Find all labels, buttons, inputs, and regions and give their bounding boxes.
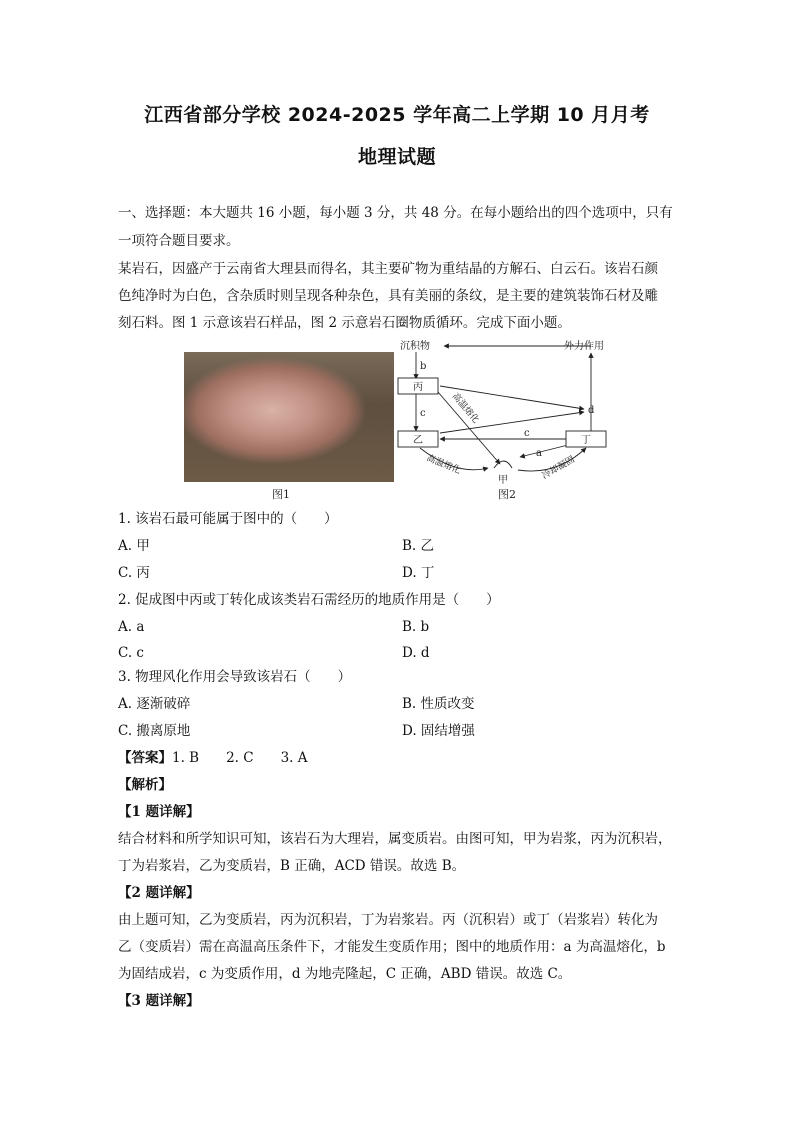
analysis-q1-label: 【1 题详解】 [118,804,200,820]
analysis-q2-line3: 为固结成岩，c 为变质作用，d 为地壳隆起，C 正确，ABD 错误。故选 C。 [118,966,572,982]
figure2-caption: 图2 [498,488,516,501]
label-bing: 丙 [413,382,423,393]
label-b: b [420,361,427,372]
jia-arc [494,461,512,468]
exam-title: 江西省部分学校 2024-2025 学年高二上学期 10 月月考 [144,104,650,126]
question-2-stem: 2. 促成图中丙或丁转化成该类岩石需经历的地质作用是（ ） [118,592,500,608]
analysis-q2-label: 【2 题详解】 [118,885,200,901]
label-ding: 丁 [581,435,591,446]
label-sediment: 沉积物 [400,341,430,352]
analysis-q3-label: 【3 题详解】 [118,993,200,1009]
question-1-option-a: A. 甲 [118,538,150,554]
question-2-option-b: B. b [402,619,430,635]
question-1-option-b: B. 乙 [402,538,435,554]
analysis-label: 【解析】 [118,777,172,793]
label-yi: 乙 [413,435,423,446]
answer-line [118,748,308,768]
figure1-caption: 图1 [272,488,290,501]
label-high-temp-melt-bing: 高温熔化 [449,391,481,426]
question-2-option-a: A. a [118,619,145,635]
question-3-stem: 3. 物理风化作用会导致该岩石（ ） [118,669,352,685]
section-instruction-line2: 一项符合题目要求。 [118,233,240,249]
question-2-option-d: D. d [402,645,430,661]
material-line1: 某岩石，因盛产于云南省大理县而得名，其主要矿物为重结晶的方解石、白云石。该岩石颜 [118,261,658,277]
label-d: d [588,405,595,416]
label-c-horizontal: c [524,428,530,439]
material-line3: 刻石料。图 1 示意该岩石样品，图 2 示意岩石圈物质循环。完成下面小题。 [118,315,571,331]
rock-cycle-diagram [396,336,618,486]
exam-subtitle: 地理试题 [357,146,436,168]
question-3-option-b: B. 性质改变 [402,696,475,712]
question-3-option-c: C. 搬离原地 [118,723,191,739]
label-jia: 甲 [498,475,508,486]
label-a: a [536,448,542,459]
question-2-option-c: C. c [118,645,144,661]
analysis-q2-line2: 乙（变质岩）需在高温高压条件下，才能发生变质作用；图中的地质作用：a 为高温熔化，b [118,939,666,955]
question-1-option-d: D. 丁 [402,565,435,581]
question-3-option-d: D. 固结增强 [402,723,475,739]
label-c-vertical: c [420,408,426,419]
answer-text: 1. B 2. C 3. A [172,750,308,766]
rock-sample-photo [184,352,394,482]
question-1-option-c: C. 丙 [118,565,150,581]
arrow-a [520,445,568,457]
analysis-q1-line2: 丁为岩浆岩，乙为变质岩，B 正确，ACD 错误。故选 B。 [118,858,466,874]
answer-label: 【答案】 [118,750,172,766]
section-instruction-line1: 一、选择题：本大题共 16 小题，每小题 3 分，共 48 分。在每小题给出的四个选项中，只有 [118,205,673,221]
arrow-d-from-yi [440,412,584,433]
label-cool-solidify: 冷却凝固 [540,454,577,482]
analysis-q1-line1: 结合材料和所学知识可知，该岩石为大理岩，属变质岩。由图可知，甲为岩浆，丙为沉积岩， [118,831,672,847]
label-high-temp-melt-yi: 高温熔化 [424,453,463,477]
analysis-q2-line1: 由上题可知，乙为变质岩，丙为沉积岩，丁为岩浆岩。丙（沉积岩）或丁（岩浆岩）转化为 [118,912,658,928]
material-line2: 色纯净时为白色，含杂质时则呈现各种杂色，具有美丽的条纹，是主要的建筑装饰石材及雕 [118,288,658,304]
arrow-bing-melt [438,392,500,464]
question-1-stem: 1. 该岩石最可能属于图中的（ ） [118,511,338,527]
question-3-option-a: A. 逐渐破碎 [118,696,191,712]
label-external-force: 外力作用 [564,341,604,352]
